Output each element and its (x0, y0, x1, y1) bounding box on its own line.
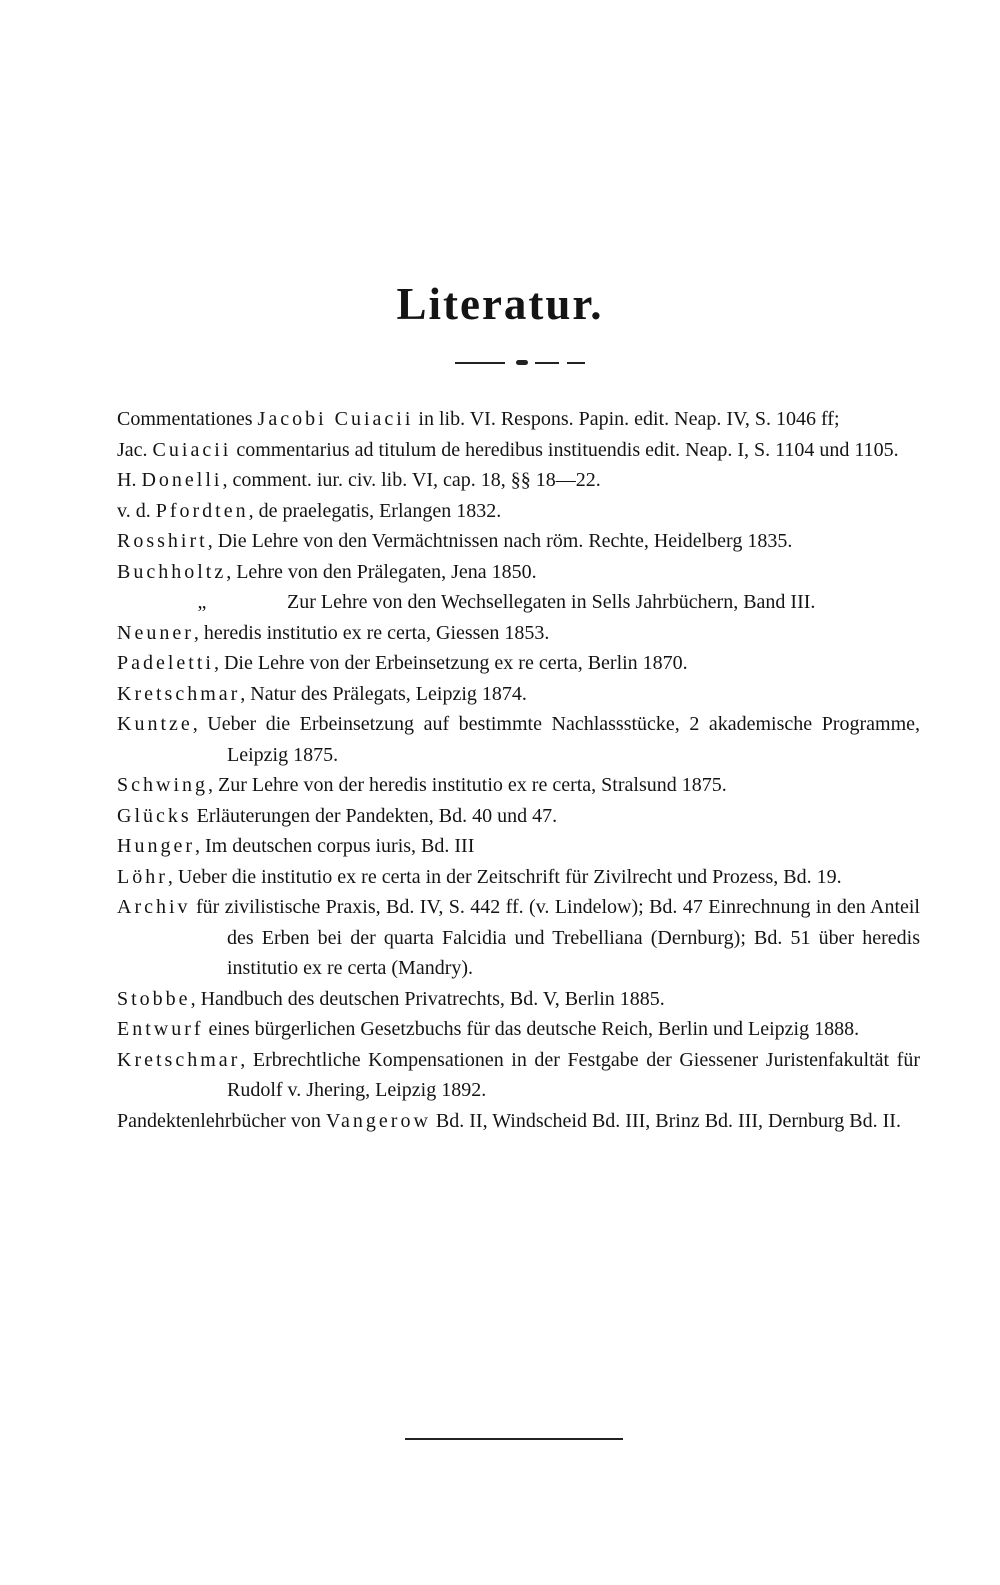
entry-author: Vangerow (325, 1109, 431, 1132)
entry-author: Pfordten (155, 499, 249, 522)
bibliography-entry (117, 648, 920, 679)
bibliography-entry (117, 587, 920, 618)
bibliography-entry (117, 465, 920, 496)
entry-text: , de praelegatis, Erlangen 1832. (248, 499, 502, 522)
entry-author: Rosshirt (117, 530, 208, 552)
entry-author: Donelli (141, 469, 223, 491)
page-title: Literatur. (396, 279, 604, 329)
entry-author: Jacobi Cuiacii (257, 408, 414, 430)
title-ornament (455, 358, 585, 368)
entry-text: Zur Lehre von den Wechsellegaten in Sells Jahrbüchern, Band III. (287, 591, 816, 613)
footer-divider (405, 1438, 623, 1440)
entry-author: Kretschmar (117, 682, 241, 705)
bibliography-entry (117, 892, 920, 984)
entry-text: , Ueber die Erbeinsetzung auf bestimmte Nachlassstücke, 2 akademische Programme, Leipzig 1875. (192, 713, 920, 766)
entry-author: Glücks (117, 804, 192, 827)
entry-author: Kretschmar (117, 1048, 241, 1071)
bibliography-entry (117, 496, 920, 527)
entry-author: Buchholtz (117, 560, 227, 583)
entry-prefix: Jac. (117, 438, 153, 461)
entry-prefix: H. (117, 469, 142, 491)
bibliography-entry (117, 1045, 920, 1106)
entry-text: , Handbuch des deutschen Privatrechts, Bd. V, Berlin 1885. (190, 987, 665, 1010)
bibliography-entry (117, 1106, 920, 1137)
entry-text: für zivilistische Praxis, Bd. IV, S. 442 ff. (v. Lindelow); Bd. 47 Einrechnung in den Anteil des Erben bei der quarta Falcidia und Trebelliana (Dernburg); Bd. 51 über heredis institutio ex re certa (Mandry). (190, 896, 920, 979)
ditto-mark: „ (197, 591, 207, 613)
entry-text: , heredis institutio ex re certa, Giessen 1853. (193, 621, 550, 644)
bibliography-entry (117, 526, 920, 557)
bibliography-list (117, 404, 920, 1136)
bibliography-entry (117, 679, 920, 710)
entry-text: , Im deutschen corpus iuris, Bd. III (194, 835, 475, 857)
entry-author: Neuner (117, 621, 194, 644)
bibliography-entry (117, 709, 920, 770)
entry-author: Entwurf (117, 1018, 204, 1040)
entry-author: Archiv (117, 896, 191, 918)
entry-author: Cuiacii (152, 438, 232, 461)
bibliography-entry (117, 831, 920, 862)
entry-author: Stobbe (117, 987, 191, 1010)
entry-text: , comment. iur. civ. lib. VI, cap. 18, §§ 18—22. (222, 469, 601, 491)
entry-text: , Natur des Prälegats, Leipzig 1874. (240, 682, 527, 705)
entry-text: , Erbrechtliche Kompensationen in der Festgabe der Giessener Juristenfakultät für Rudolf v. Jhering, Leipzig 1892. (227, 1048, 920, 1101)
bibliography-entry (117, 1014, 920, 1045)
entry-text: commentarius ad titulum de heredibus instituendis edit. Neap. I, S. 1104 und 1105. (231, 438, 899, 461)
entry-text: , Die Lehre von der Erbeinsetzung ex re certa, Berlin 1870. (213, 652, 688, 674)
bibliography-entry (117, 801, 920, 832)
bibliography-entry (117, 862, 920, 893)
bibliography-entry (117, 984, 920, 1015)
entry-text: , Zur Lehre von der heredis institutio ex re certa, Stralsund 1875. (208, 774, 727, 796)
entry-text: Bd. II, Windscheid Bd. III, Brinz Bd. III, Dernburg Bd. II. (430, 1109, 901, 1132)
entry-author: Löhr (117, 865, 168, 888)
entry-author: Hunger (117, 835, 195, 857)
bibliography-entry (117, 557, 920, 588)
entry-text: , Lehre von den Prälegaten, Jena 1850. (226, 560, 537, 583)
entry-text: , Die Lehre von den Vermächtnissen nach röm. Rechte, Heidelberg 1835. (207, 530, 793, 552)
entry-author: Schwing (117, 774, 208, 796)
entry-text: Erläuterungen der Pandekten, Bd. 40 und 47. (191, 804, 558, 827)
entry-prefix: Pandektenlehrbücher von (117, 1109, 326, 1132)
entry-text: eines bürgerlichen Gesetzbuchs für das deutsche Reich, Berlin und Leipzig 1888. (203, 1018, 860, 1040)
entry-text: in lib. VI. Respons. Papin. edit. Neap. IV, S. 1046 ff; (413, 408, 840, 430)
entry-text: , Ueber die institutio ex re certa in der Zeitschrift für Zivilrecht und Prozess, Bd. 19. (167, 865, 842, 888)
entry-author: Padeletti (117, 652, 214, 674)
entry-author: Kuntze (117, 713, 193, 735)
entry-prefix: Commentationes (117, 408, 258, 430)
bibliography-entry (117, 435, 920, 466)
entry-prefix: v. d. (117, 499, 156, 522)
bibliography-entry (117, 404, 920, 435)
bibliography-entry (117, 770, 920, 801)
bibliography-entry (117, 618, 920, 649)
